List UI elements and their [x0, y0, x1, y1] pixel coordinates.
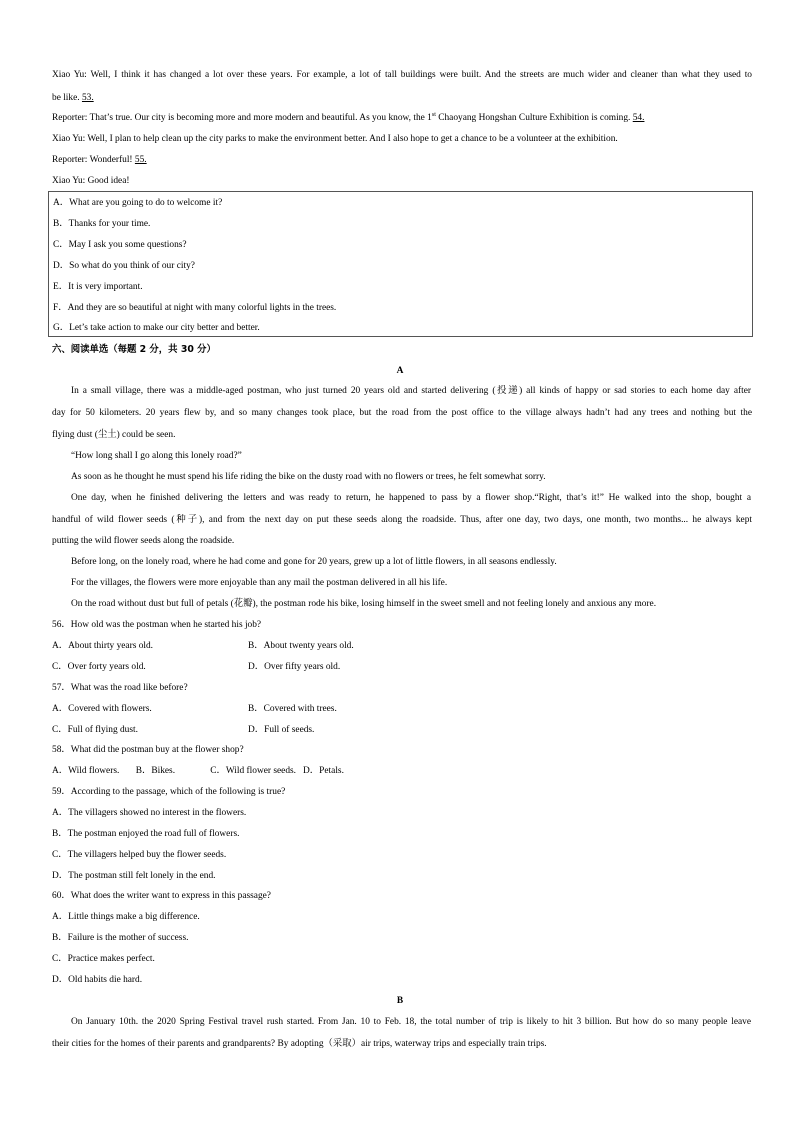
option-c: C．May I ask you some questions? [53, 240, 187, 250]
q59-option-d[interactable]: D．The postman still felt lonely in the end. [52, 871, 216, 881]
question-56: 56．How old was the postman when he started his job? [52, 620, 262, 630]
ordinal-suffix: st [431, 111, 436, 118]
q60-option-b[interactable]: B．Failure is the mother of success. [52, 933, 189, 943]
q60-option-c[interactable]: C．Practice makes perfect. [52, 954, 155, 964]
q59-option-c[interactable]: C．The villagers helped buy the flower seeds. [52, 850, 227, 860]
dialogue-text: Chaoyang Hongshan Culture Exhibition is coming. [435, 113, 633, 123]
dialogue-line [52, 112, 752, 124]
question-60: 60．What does the writer want to express in this passage? [52, 891, 271, 901]
option-a: A．What are you going to do to welcome it? [53, 198, 223, 208]
option-f: F．And they are so beautiful at night with many colorful lights in the trees. [53, 303, 337, 313]
dialogue-line [52, 92, 752, 104]
passage-line: On January 10th. the 2020 Spring Festival travel rush started. From Jan. 10 to Feb. 18, the total number of trip is likely to hit 3 billion. But how do so many people leave [71, 1017, 751, 1027]
dialogue-line: Xiao Yu: Well, I plan to help clean up the city parks to make the environment better. And I also hope to get a chance to be a volunteer at the exhibition. [52, 134, 618, 144]
passage-line: day for 50 kilometers. 20 years flew by, and so many changes took place, but the road from the post office to the village always hadn’t had any trees and nothing but the [52, 408, 752, 418]
answer-blank-54[interactable]: 54. [632, 113, 645, 123]
passage-line: One day, when he finished delivering the letters and was ready to return, he happened to pass by a flower shop.“Right, that’s it!” He walked into the shop, bought a [71, 493, 751, 503]
q57-option-b[interactable]: B．Covered with trees. [248, 704, 337, 714]
dialogue-text: Reporter: Wonderful! [52, 155, 135, 165]
q59-option-a[interactable]: A．The villagers showed no interest in the flowers. [52, 808, 247, 818]
q60-option-d[interactable]: D．Old habits die hard. [52, 975, 143, 985]
passage-line: On the road without dust but full of petals (花瓣), the postman rode his bike, losing himself in the sweet smell and not feeling lonely and anxious any more. [71, 599, 657, 609]
dialogue-line: Xiao Yu: Good idea! [52, 176, 130, 186]
dialogue-text: Reporter: That’s true. Our city is becoming more and more modern and beautiful. As you know, the 1 [52, 113, 432, 123]
passage-line: handful of wild flower seeds (种子), and from the next day on put these seeds along the roadside. Thus, after one day, two days, one month, two months... he always kept [52, 515, 752, 525]
option-b: B．Thanks for your time. [53, 219, 151, 229]
dialogue-text: be like. [52, 93, 82, 103]
passage-line: putting the wild flower seeds along the roadside. [52, 536, 235, 546]
question-57: 57．What was the road like before? [52, 683, 188, 693]
passage-line: their cities for the homes of their parents and grandparents? By adopting（采取）air trips, waterway trips and especially train trips. [52, 1039, 547, 1049]
answer-blank-53[interactable]: 53. [81, 93, 94, 103]
q57-option-a[interactable]: A．Covered with flowers. [52, 704, 152, 714]
passage-line: “How long shall I go along this lonely road?” [71, 451, 242, 461]
question-59: 59．According to the passage, which of the following is true? [52, 787, 286, 797]
passage-line: Before long, on the lonely road, where he had come and gone for 20 years, grew up a lot of little flowers, in all seasons endlessly. [71, 557, 557, 567]
option-e: E．It is very important. [53, 282, 143, 292]
passage-b-title: B [396, 996, 404, 1006]
answer-blank-55[interactable]: 55. [134, 155, 147, 165]
option-g: G．Let’s take action to make our city better and better. [53, 323, 260, 333]
passage-line: For the villages, the flowers were more enjoyable than any mail the postman delivered in all his life. [71, 578, 448, 588]
dialogue-line: Xiao Yu: Well, I think it has changed a lot over these years. For example, a lot of tall buildings were built. And the streets are much wider and cleaner than what they used to [52, 70, 752, 80]
q56-option-d[interactable]: D．Over fifty years old. [248, 662, 341, 672]
options-box [48, 191, 753, 337]
section-heading: 六、阅读单选（每题 2 分，共 30 分） [52, 344, 216, 355]
q57-option-c[interactable]: C．Full of flying dust. [52, 725, 138, 735]
q56-option-c[interactable]: C．Over forty years old. [52, 662, 146, 672]
passage-line: flying dust (尘土) could be seen. [52, 430, 176, 440]
dialogue-line [52, 154, 752, 166]
passage-line: In a small village, there was a middle-aged postman, who just turned 20 years old and started delivering (投递) all kinds of happy or sad stories to each home day after [71, 386, 751, 396]
question-58: 58．What did the postman buy at the flower shop? [52, 745, 244, 755]
q56-option-a[interactable]: A．About thirty years old. [52, 641, 154, 651]
q58-options[interactable]: A．Wild flowers. B．Bikes. C．Wild flower seeds. D．Petals. [52, 766, 344, 776]
q59-option-b[interactable]: B．The postman enjoyed the road full of flowers. [52, 829, 240, 839]
passage-a-title: A [396, 366, 404, 376]
q57-option-d[interactable]: D．Full of seeds. [248, 725, 315, 735]
q60-option-a[interactable]: A．Little things make a big difference. [52, 912, 200, 922]
passage-line: As soon as he thought he must spend his life riding the bike on the dusty road with no flowers or trees, he felt somewhat sorry. [71, 472, 546, 482]
option-d: D．So what do you think of our city? [53, 261, 195, 271]
q56-option-b[interactable]: B．About twenty years old. [248, 641, 354, 651]
